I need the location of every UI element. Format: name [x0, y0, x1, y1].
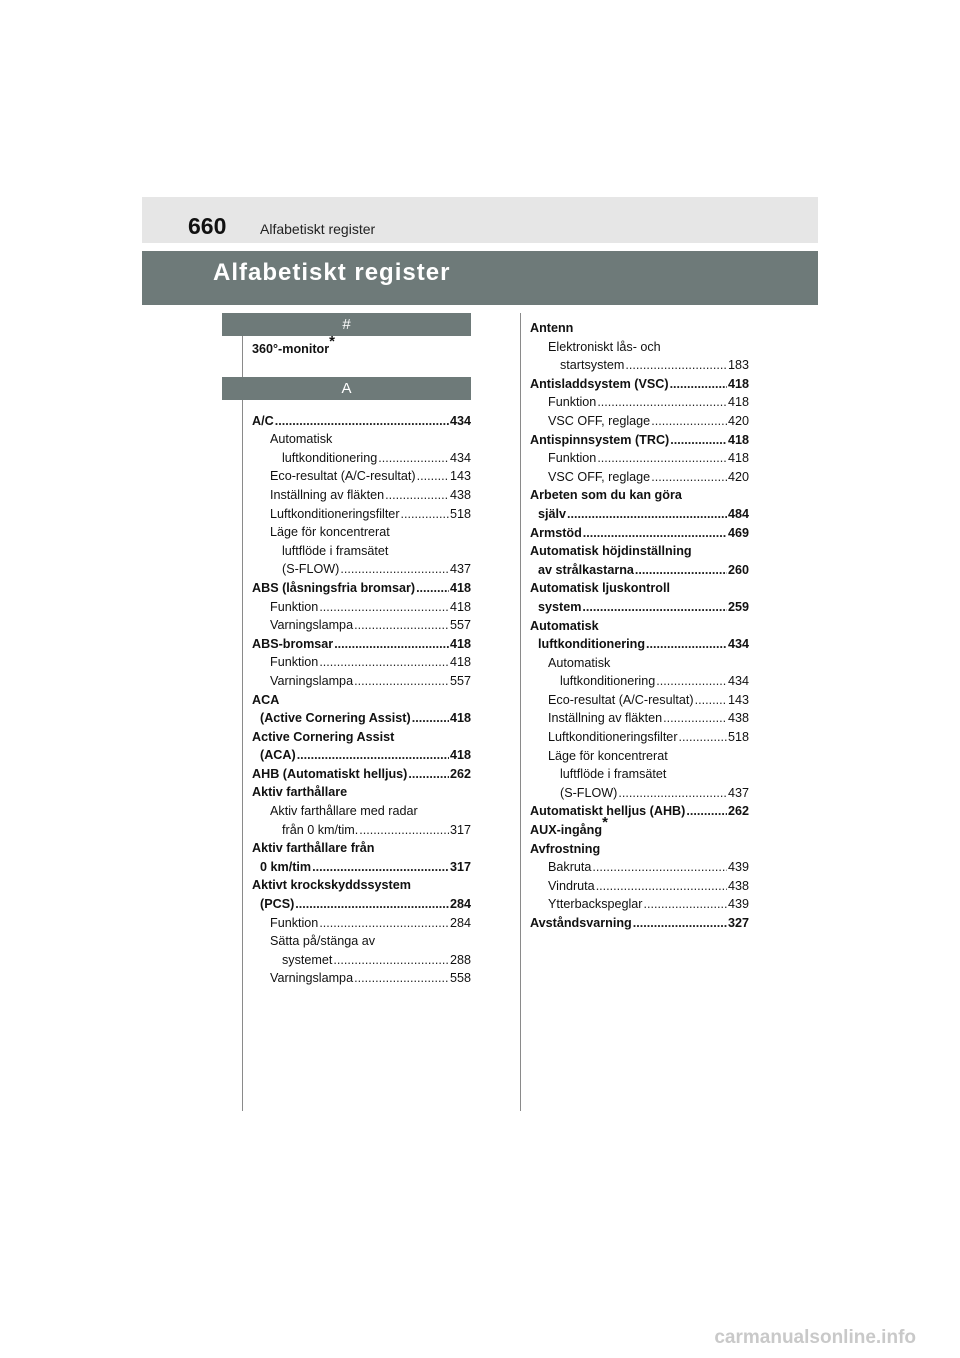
index-subentry[interactable]: Funktion ..... 418: [252, 598, 471, 617]
column-divider-left: [242, 313, 243, 1111]
index-subentry[interactable]: Funktion ..... 418: [530, 449, 749, 468]
index-entry[interactable]: A/C ..... 434: [252, 412, 471, 431]
index-entry[interactable]: Antisladdsystem (VSC) ..... 418: [530, 375, 749, 394]
section-header-a: A: [222, 377, 471, 400]
index-entry: Active Cornering Assist: [252, 729, 395, 744]
index-entry: Antenn: [530, 321, 574, 335]
index-entry[interactable]: luftkonditionering ..... 434: [530, 635, 749, 654]
index-subentry: Sätta på/stänga av: [270, 934, 376, 949]
section-header-hash: #: [222, 313, 471, 336]
index-subentry[interactable]: VSC OFF, reglage ..... 420: [530, 468, 749, 487]
index-entry[interactable]: av strålkastarna ..... 260: [530, 561, 749, 580]
index-subentry: luftflöde i framsätet: [282, 543, 389, 558]
index-subentry[interactable]: Inställning av fläkten ..... 438: [252, 486, 471, 505]
page-title: Alfabetiskt register: [213, 259, 451, 286]
index-subentry: Aktiv farthållare med radar: [270, 804, 418, 819]
index-subentry[interactable]: Eco-resultat (A/C-resultat) ..... 143: [530, 691, 749, 710]
index-entry[interactable]: Automatiskt helljus (AHB) ..... 262: [530, 802, 749, 821]
index-entry[interactable]: (PCS) ..... 284: [252, 895, 471, 914]
index-entry: Automatisk: [530, 618, 599, 633]
index-subentry[interactable]: (S-FLOW) ..... 437: [252, 560, 471, 579]
index-entry[interactable]: Armstöd ..... 469: [530, 524, 749, 543]
index-subentry: Automatisk: [548, 655, 611, 670]
index-subentry[interactable]: Varningslampa ..... 557: [252, 616, 471, 635]
index-subentry[interactable]: systemet ..... 288: [252, 951, 471, 970]
index-entry: Arbeten som du kan göra: [530, 488, 682, 503]
page-number: 660: [188, 213, 227, 239]
index-subentry[interactable]: Inställning av fläkten ..... 438: [530, 709, 749, 728]
index-subentry[interactable]: luftkonditionering ..... 434: [252, 449, 471, 468]
index-subentry[interactable]: Vindruta ..... 438: [530, 877, 749, 896]
index-column-2: [530, 319, 749, 933]
index-subentry[interactable]: Funktion ..... 418: [252, 653, 471, 672]
index-subentry[interactable]: startsystem ..... 183: [530, 356, 749, 375]
index-subentry: Läge för koncentrerat: [270, 525, 390, 540]
column-divider-middle: [520, 313, 521, 1111]
index-entry[interactable]: (Active Cornering Assist) ..... 418: [252, 709, 471, 728]
index-entry[interactable]: AUX-ingång*: [530, 813, 608, 838]
index-subentry[interactable]: Funktion ..... 418: [530, 393, 749, 412]
index-subentry[interactable]: Ytterbackspeglar ..... 439: [530, 895, 749, 914]
index-entry[interactable]: ABS-bromsar ..... 418: [252, 635, 471, 654]
index-entry: Aktivt krockskyddssystem: [252, 878, 411, 893]
index-subentry: Automatisk: [270, 432, 333, 447]
index-entry[interactable]: AHB (Automatiskt helljus) ..... 262: [252, 765, 471, 784]
index-entry[interactable]: 360°-monitor*: [252, 332, 335, 356]
index-entry[interactable]: 0 km/tim ..... 317: [252, 858, 471, 877]
index-subentry[interactable]: Eco-resultat (A/C-resultat) ..... 143: [252, 467, 471, 486]
index-subentry[interactable]: Luftkonditioneringsfilter ..... 518: [530, 728, 749, 747]
index-entry[interactable]: (ACA) ..... 418: [252, 746, 471, 765]
index-column-1: [252, 313, 471, 988]
index-entry[interactable]: Antispinnsystem (TRC) ..... 418: [530, 431, 749, 450]
index-entry: Aktiv farthållare från: [252, 841, 375, 856]
index-entry: Avfrostning: [530, 841, 601, 856]
index-entry: Automatisk höjdinställning: [530, 544, 692, 559]
header-band: [142, 197, 818, 243]
index-entry[interactable]: ABS (låsningsfria bromsar) ..... 418: [252, 579, 471, 598]
running-head: Alfabetiskt register: [260, 221, 376, 237]
index-entry[interactable]: system ..... 259: [530, 598, 749, 617]
index-subentry[interactable]: (S-FLOW) ..... 437: [530, 784, 749, 803]
index-subentry[interactable]: Bakruta ..... 439: [530, 858, 749, 877]
index-subentry[interactable]: luftkonditionering ..... 434: [530, 672, 749, 691]
index-entry: Automatisk ljuskontroll: [530, 581, 670, 596]
index-subentry[interactable]: Varningslampa ..... 558: [252, 969, 471, 988]
index-subentry[interactable]: från 0 km/tim. ..... 317: [252, 821, 471, 840]
index-subentry: Läge för koncentrerat: [548, 748, 668, 763]
index-subentry[interactable]: Luftkonditioneringsfilter ..... 518: [252, 505, 471, 524]
index-subentry: luftflöde i framsätet: [560, 767, 667, 782]
index-subentry[interactable]: Funktion ..... 284: [252, 914, 471, 933]
index-subentry[interactable]: VSC OFF, reglage ..... 420: [530, 412, 749, 431]
index-entry: ACA: [252, 692, 280, 707]
index-entry: Aktiv farthållare: [252, 785, 348, 800]
index-entry[interactable]: Avståndsvarning ..... 327: [530, 914, 749, 933]
asterisk-marker: *: [602, 813, 608, 831]
watermark: carmanualsonline.info: [714, 1327, 916, 1348]
index-entry[interactable]: själv ..... 484: [530, 505, 749, 524]
asterisk-marker: *: [329, 332, 335, 350]
index-subentry[interactable]: Varningslampa ..... 557: [252, 672, 471, 691]
index-subentry: Elektroniskt lås- och: [548, 339, 661, 354]
